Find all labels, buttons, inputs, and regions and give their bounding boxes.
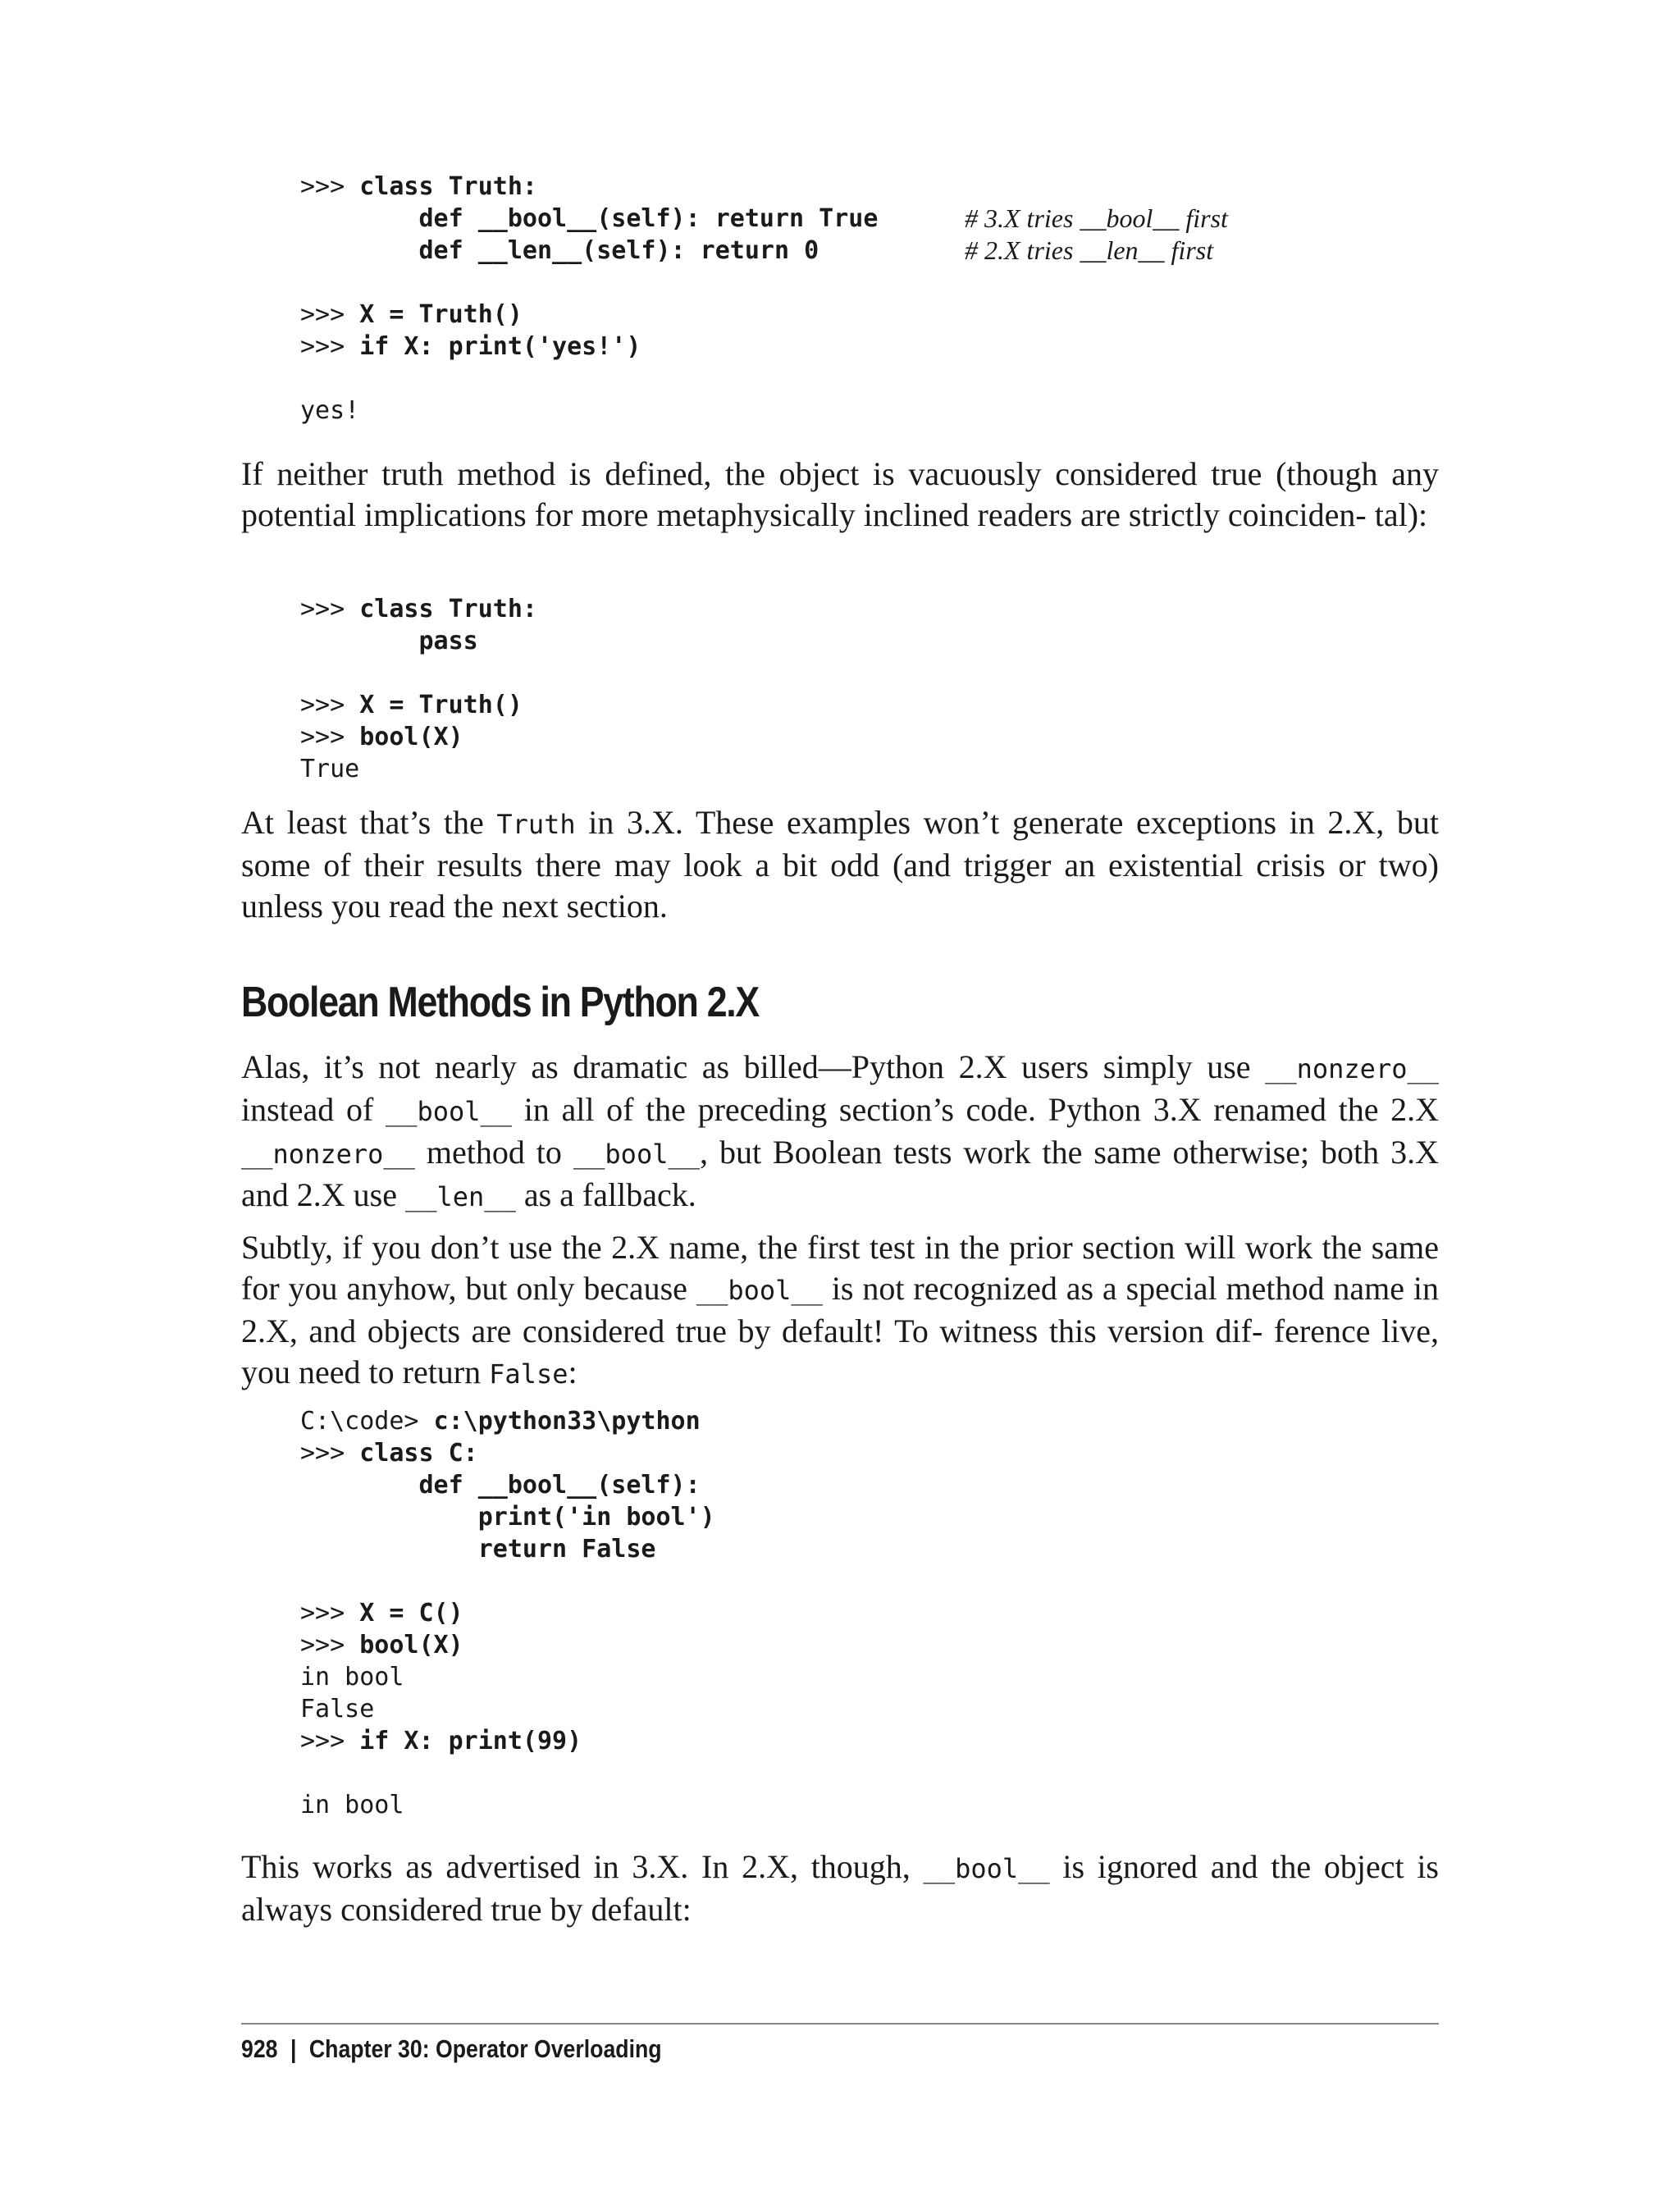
inline-code: __bool__: [923, 1853, 1050, 1884]
code-block-truth-methods: [300, 171, 1228, 427]
code-line: >>> if X: print('yes!'): [300, 332, 641, 361]
page-footer: [241, 2034, 662, 2064]
code-line: >>> X = C(): [300, 1599, 463, 1628]
chapter-title: Chapter 30: Operator Overloading: [308, 2034, 662, 2063]
inline-code: __nonzero__: [1265, 1053, 1439, 1084]
page-number: 928: [241, 2034, 278, 2063]
code-block-truth-pass: [300, 593, 537, 785]
code-line: return False: [300, 1535, 656, 1564]
code-line: C:\code> c:\python33\python: [300, 1407, 701, 1436]
code-line: >>> class Truth:: [300, 172, 537, 201]
footer-separator: |: [290, 2034, 297, 2063]
code-line: def __bool__(self): return True # 3.X tries __bool__ first: [300, 203, 1228, 233]
code-output-line: yes!: [300, 396, 360, 425]
code-line: def __len__(self): return 0 # 2.X tries __len__ first: [300, 235, 1214, 265]
code-line: >>> class C:: [300, 1439, 478, 1468]
code-blank-line: [300, 267, 878, 299]
inline-code: __len__: [404, 1181, 516, 1212]
code-blank-line: [300, 363, 878, 395]
code-output-line: in bool: [300, 1791, 404, 1819]
inline-code: __bool__: [385, 1096, 513, 1127]
code-output-line: True: [300, 755, 360, 783]
paragraph-nonzero: Alas, it’s not nearly as dramatic as billed—Python 2.X users simply use __nonzero__ instead of __bool__ in all of the preceding section’s code. Python 3.X renamed the 2.X __nonzero__ method to __bool__, but Boolean tests work the same otherwise; both 3.X and 2.X use __len__ as a fallback.: [241, 1048, 1439, 1213]
code-line: >>> class Truth:: [300, 595, 537, 623]
code-line: def __bool__(self):: [300, 1471, 701, 1500]
code-line: >>> if X: print(99): [300, 1727, 582, 1755]
code-line: >>> X = Truth(): [300, 300, 523, 329]
inline-code: __nonzero__: [241, 1139, 415, 1170]
inline-code: False: [489, 1358, 568, 1390]
code-line: >>> bool(X): [300, 723, 463, 751]
code-line: pass: [300, 627, 478, 655]
paragraph-truth-in-3x: At least that’s the Truth in 3.X. These examples won’t generate exceptions in 2.X, but some of their results there may look a bit odd (and trigger an existential crisis or two) unless you read the next section.: [241, 804, 1439, 924]
code-comment: # 3.X tries __bool__ first: [965, 203, 1228, 233]
inline-code: __bool__: [573, 1139, 700, 1170]
inline-code: Truth: [496, 809, 576, 840]
code-blank-line: [300, 1757, 715, 1789]
paragraph-bool-ignored: This works as advertised in 3.X. In 2.X, though, __bool__ is ignored and the object is always considered true by default:: [241, 1848, 1439, 1928]
code-blank-line: [300, 657, 537, 689]
code-output-line: False: [300, 1695, 375, 1723]
code-output-line: in bool: [300, 1663, 404, 1691]
footer-rule: [241, 2023, 1439, 2025]
code-block-class-c: [300, 1405, 715, 1821]
code-line: print('in bool'): [300, 1503, 715, 1532]
code-blank-line: [300, 1565, 715, 1597]
code-line: >>> X = Truth(): [300, 691, 523, 719]
paragraph-vacuous-truth: If neither truth method is defined, the object is vacuously considered true (though any potential implications for more metaphysically inclined readers are strictly coinciden- tal):: [241, 455, 1439, 533]
inline-code: __bool__: [696, 1275, 823, 1306]
paragraph-version-difference: Subtly, if you don’t use the 2.X name, the first test in the prior section will work the same for you anyhow, but only because __bool__ is not recognized as a special method name in 2.X, and objects are considered true by default! To witness this version dif- ference live, you need to return False:: [241, 1229, 1439, 1390]
code-comment: # 2.X tries __len__ first: [965, 235, 1214, 265]
code-line: >>> bool(X): [300, 1631, 463, 1659]
section-heading: Boolean Methods in Python 2.X: [241, 979, 759, 1026]
